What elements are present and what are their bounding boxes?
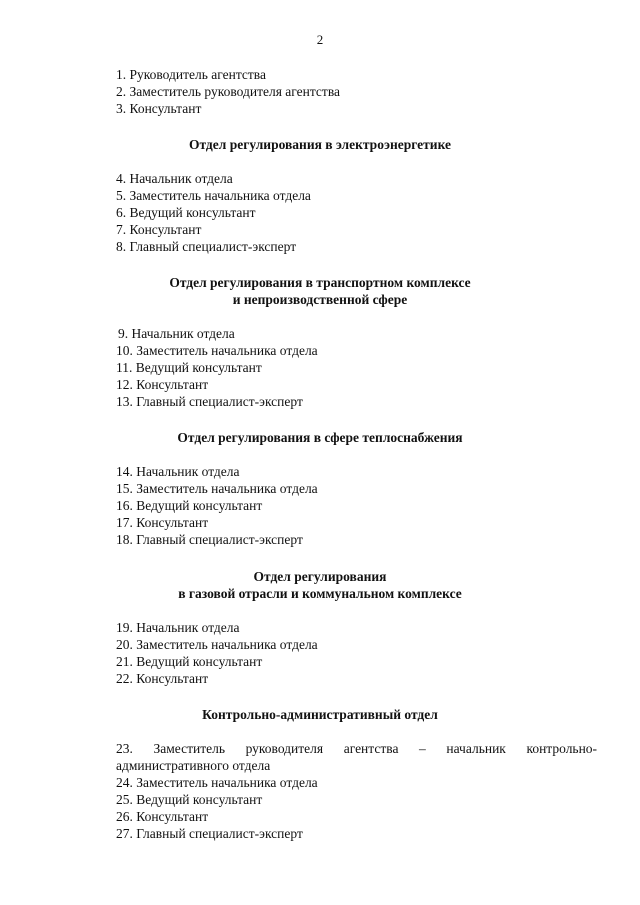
list-item: 27. Главный специалист-эксперт: [116, 826, 303, 841]
section-heading-transport: Отдел регулирования в транспортном комплексе: [169, 275, 471, 290]
list-item-23-line2: административного отдела: [116, 758, 271, 773]
list-item: 18. Главный специалист-эксперт: [116, 532, 303, 547]
list-item: 6. Ведущий консультант: [116, 205, 256, 220]
list-item: 13. Главный специалист-эксперт: [116, 394, 303, 409]
list-item: 10. Заместитель начальника отдела: [116, 343, 318, 358]
section-heading-transport-line2: и непроизводственной сфере: [232, 292, 408, 307]
word: Заместитель: [153, 741, 225, 756]
list-item: 1. Руководитель агентства: [116, 67, 266, 82]
list-item: 11. Ведущий консультант: [116, 360, 262, 375]
list-item: 19. Начальник отдела: [116, 620, 240, 635]
list-item: 14. Начальник отдела: [116, 464, 240, 479]
list-item: 12. Консультант: [116, 377, 209, 392]
list-item: 26. Консультант: [116, 809, 209, 824]
word: 23.: [116, 741, 133, 756]
list-item-23-line1: [116, 740, 597, 757]
list-item: 17. Консультант: [116, 515, 209, 530]
section-heading-electro: Отдел регулирования в электроэнергетике: [188, 137, 452, 152]
list-item: 20. Заместитель начальника отдела: [116, 637, 318, 652]
section-heading-heat: Отдел регулирования в сфере теплоснабжения: [177, 430, 463, 445]
list-item: 9. Начальник отдела: [118, 326, 235, 341]
section-heading-gas: Отдел регулирования: [253, 569, 387, 584]
list-item: 24. Заместитель начальника отдела: [116, 775, 318, 790]
page-number: 2: [316, 32, 324, 47]
list-item: 25. Ведущий консультант: [116, 792, 263, 807]
list-item: 4. Начальник отдела: [116, 171, 233, 186]
list-item: 16. Ведущий консультант: [116, 498, 263, 513]
word: начальник: [446, 741, 506, 756]
section-heading-control: Контрольно-административный отдел: [202, 707, 438, 722]
word: –: [419, 741, 426, 756]
word: контрольно-: [526, 741, 598, 756]
list-item: 7. Консультант: [116, 222, 202, 237]
list-item: 22. Консультант: [116, 671, 209, 686]
list-item: 21. Ведущий консультант: [116, 654, 263, 669]
section-heading-gas-line2: в газовой отрасли и коммунальном комплексе: [178, 586, 462, 601]
list-item: 3. Консультант: [116, 101, 202, 116]
list-item: 2. Заместитель руководителя агентства: [116, 84, 341, 99]
list-item: 8. Главный специалист-эксперт: [116, 239, 297, 254]
word: руководителя: [245, 741, 324, 756]
word: агентства: [343, 741, 399, 756]
list-item: 5. Заместитель начальника отдела: [116, 188, 311, 203]
list-item: 15. Заместитель начальника отдела: [116, 481, 318, 496]
